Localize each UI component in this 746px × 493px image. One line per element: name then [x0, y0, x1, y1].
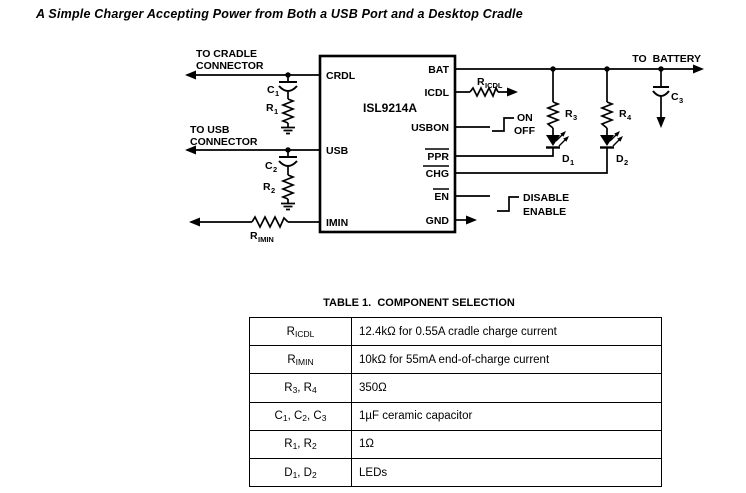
pin-label-gnd: GND [425, 215, 449, 227]
label-r4: R [619, 108, 627, 120]
junction-r4 [604, 66, 609, 71]
arrow-to-battery [693, 65, 704, 74]
label-to-usb-line2: CONNECTOR [190, 136, 258, 148]
component-value: 12.4kΩ for 0.55A cradle charge current [352, 318, 662, 346]
led-d2-triangle [600, 135, 614, 146]
led-d1 [546, 131, 569, 148]
ground-r2 [281, 204, 295, 210]
label-d2-sub: 2 [624, 158, 629, 167]
component-cell: C1, C2, C3 [250, 402, 352, 430]
label-c2: C [265, 160, 273, 172]
component-cell: D1, D2 [250, 458, 352, 486]
component-cell: RIMIN [250, 346, 352, 374]
junction-usb [285, 147, 290, 152]
label-c1: C [267, 84, 275, 96]
component-cell: R3, R4 [250, 374, 352, 402]
label-c3: C [671, 91, 679, 103]
label-r1-sub: 1 [274, 107, 279, 116]
arrow-to-cradle [185, 71, 196, 80]
arrow-icdl [507, 88, 518, 97]
ic-outline [320, 56, 455, 232]
resistor-r1 [283, 99, 293, 123]
label-to-cradle-line2: CONNECTOR [196, 60, 264, 72]
label-rimin: R [250, 230, 258, 242]
pin-label-icdl: ICDL [424, 87, 449, 99]
label-ricdl: R [477, 76, 485, 88]
capacitor-c1-plate-bottom [279, 86, 297, 91]
pin-label-en: EN [434, 191, 449, 203]
resistor-r2 [283, 175, 293, 199]
led-d2 [600, 131, 623, 148]
label-rimin-sub: IMIN [258, 235, 274, 244]
label-d2: D [616, 153, 624, 165]
component-value: 1µF ceramic capacitor [352, 402, 662, 430]
label-c1-sub: 1 [275, 89, 280, 98]
arrow-c3-ground [657, 117, 666, 128]
component-table-body [250, 318, 662, 487]
component-value: 1Ω [352, 430, 662, 458]
label-ricdl-sub: ICDL [485, 81, 503, 90]
component-value: 10kΩ for 55mA end-of-charge current [352, 346, 662, 374]
resistor-r3 [548, 102, 558, 128]
label-c3-sub: 3 [679, 96, 684, 105]
junction-r3 [550, 66, 555, 71]
pin-label-usbon: USBON [411, 122, 449, 134]
table-title: TABLE 1. COMPONENT SELECTION [323, 297, 515, 309]
component-value: LEDs [352, 458, 662, 486]
pin-label-bat: BAT [428, 64, 449, 76]
figure-title: A Simple Charger Accepting Power from Both a USB Port and a Desktop Cradle [36, 7, 523, 21]
ic-isl9214a [320, 56, 455, 232]
led-d1-triangle [546, 135, 560, 146]
arrow-gnd [466, 216, 477, 225]
table-row [250, 318, 662, 346]
table-row [250, 430, 662, 458]
ground-r1 [281, 128, 295, 134]
pin-label-crdl: CRDL [326, 70, 356, 82]
arrow-imin [189, 218, 200, 227]
label-r4-sub: 4 [627, 113, 632, 122]
label-c2-sub: 2 [273, 165, 278, 174]
label-on: ON [517, 112, 533, 124]
table-row [250, 374, 662, 402]
label-r3-sub: 3 [573, 113, 578, 122]
en-step-waveform [497, 197, 519, 211]
ic-part-number: ISL9214A [362, 101, 418, 115]
label-r1: R [266, 102, 274, 114]
label-to-battery: TO BATTERY [632, 53, 701, 65]
capacitor-c2-plate-bottom [279, 161, 297, 166]
label-r2: R [263, 181, 271, 193]
junction-c3 [658, 66, 663, 71]
component-selection-table [249, 317, 662, 487]
table-row [250, 346, 662, 374]
label-disable: DISABLE [523, 192, 570, 204]
pin-label-chg: CHG [425, 168, 449, 180]
label-off: OFF [514, 125, 535, 137]
capacitor-c3-plate-bottom [653, 91, 669, 96]
label-r2-sub: 2 [271, 186, 276, 195]
junction-crdl [285, 72, 290, 77]
component-cell: RICDL [250, 318, 352, 346]
label-to-cradle-line1: TO CRADLE [196, 48, 258, 60]
wire-ppr [455, 148, 553, 156]
label-d1: D [562, 153, 570, 165]
resistor-rimin [252, 217, 288, 227]
component-cell: R1, R2 [250, 430, 352, 458]
component-value: 350Ω [352, 374, 662, 402]
label-d1-sub: 1 [570, 158, 575, 167]
label-r3: R [565, 108, 573, 120]
table-row [250, 458, 662, 486]
label-to-usb-line1: TO USB [190, 124, 230, 136]
pin-label-imin: IMIN [326, 217, 349, 229]
pin-label-ppr: PPR [427, 151, 449, 163]
label-enable: ENABLE [523, 206, 567, 218]
table-row [250, 402, 662, 430]
wire-chg [455, 148, 607, 173]
pin-label-usb: USB [326, 145, 349, 157]
resistor-r4 [602, 102, 612, 128]
usbon-step-waveform [492, 118, 514, 131]
